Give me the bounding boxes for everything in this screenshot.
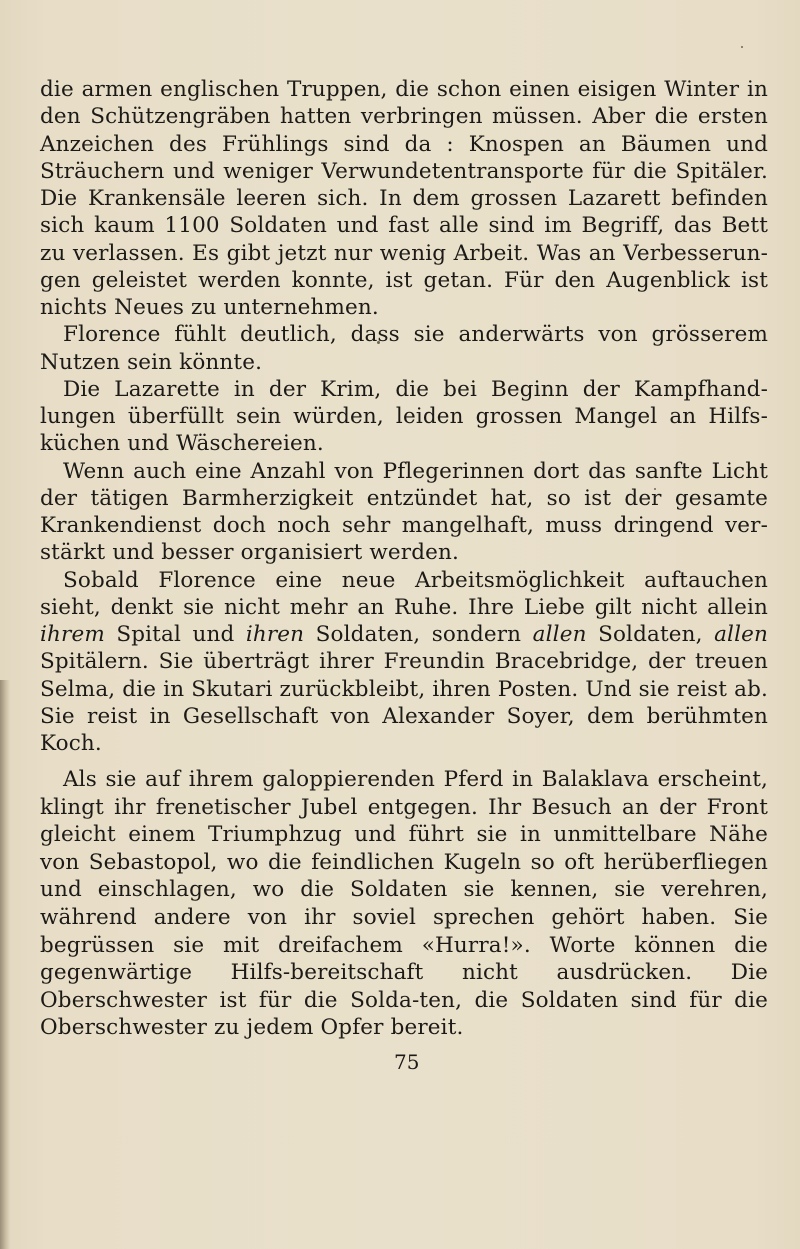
paragraph-5-text: Spitälern. Sie überträgt ihrer Freundin Bracebridge, der treuen Selma, die in Skutari zurückbleibt, ihren Posten. Und sie reist ab. Sie reist in Gesellschaft von Alexander Soyer, dem berühmten Koch. — [40, 649, 768, 756]
page-number: 75 — [394, 1050, 420, 1074]
paragraph-1: die armen englischen Truppen, die schon einen eisigen Winter in den Schützengräben hatten verbringen müssen. Aber die ersten Anzeichen des Frühlings sind da : Knospen an Bäumen und Sträuchern und weniger Verwundetentransporte für die Spitäler. Die Krankensäle leeren sich. In dem grossen Lazarett befinden sich kaum 1100 Soldaten und fast alle sind im Begriff, das Bett zu verlassen. Es gibt jetzt nur wenig Arbeit. Was an Verbesserun-gen geleistet werden konnte, ist getan. Für den Augenblick ist nichts Neues zu unternehmen. — [40, 77, 768, 320]
paragraph-5 — [40, 567, 768, 758]
text-section-1 — [40, 76, 768, 757]
emphasis-ihren: ihren — [245, 622, 305, 647]
text-section-2 — [40, 766, 768, 1042]
paragraph-6: Als sie auf ihrem galoppierenden Pferd in Balaklava erscheint, klingt ihr frenetischer Jubel entgegen. Ihr Besuch an der Front gleicht einem Triumphzug und führt sie in unmittelbare Nähe von Sebastopol, wo die feindlichen Kugeln so oft herüberfliegen und einschlagen, wo die Soldaten sie kennen, sie verehren, während andere von ihr soviel sprechen gehört haben. Sie begrüssen sie mit dreifachem «Hurra!». Worte können die gegenwärtige Hilfs-bereitschaft nicht ausdrücken. Die Oberschwester ist für die Solda-ten, die Soldaten sind für die Oberschwester zu jedem Opfer bereit. — [40, 767, 768, 1041]
paragraph-5-text: Spital und — [104, 622, 246, 647]
paragraph-5-text: Soldaten, sondern — [304, 622, 533, 647]
paragraph-2: Florence fühlt deutlich, dass sie anderwärts von grösserem Nutzen sein könnte. — [40, 322, 768, 375]
paper-speck — [741, 46, 743, 48]
paragraph-3: Die Lazarette in der Krim, die bei Beginn der Kampfhand-lungen überfüllt sein würden, leiden grossen Mangel an Hilfs-küchen und Wäschereien. — [40, 376, 768, 457]
paragraph-5-text: Sobald Florence eine neue Arbeitsmöglichkeit auftauchen sieht, denkt sie nicht mehr an Ruhe. Ihre Liebe gilt nicht allein — [40, 567, 768, 620]
paragraph-4: Wenn auch eine Anzahl von Pflegerinnen dort das sanfte Licht der tätigen Barmherzigkeit entzündet hat, so ist der gesamte Krankendienst doch noch sehr mangelhaft, muss dringend ver-stärkt und besser organisiert werden. — [40, 458, 768, 566]
binding-shadow — [0, 680, 10, 1249]
emphasis-allen: allen — [532, 622, 587, 647]
emphasis-allen: allen — [714, 622, 768, 647]
emphasis-ihrem: ihrem — [40, 622, 105, 647]
paragraph-5-text: Soldaten, — [586, 622, 715, 647]
